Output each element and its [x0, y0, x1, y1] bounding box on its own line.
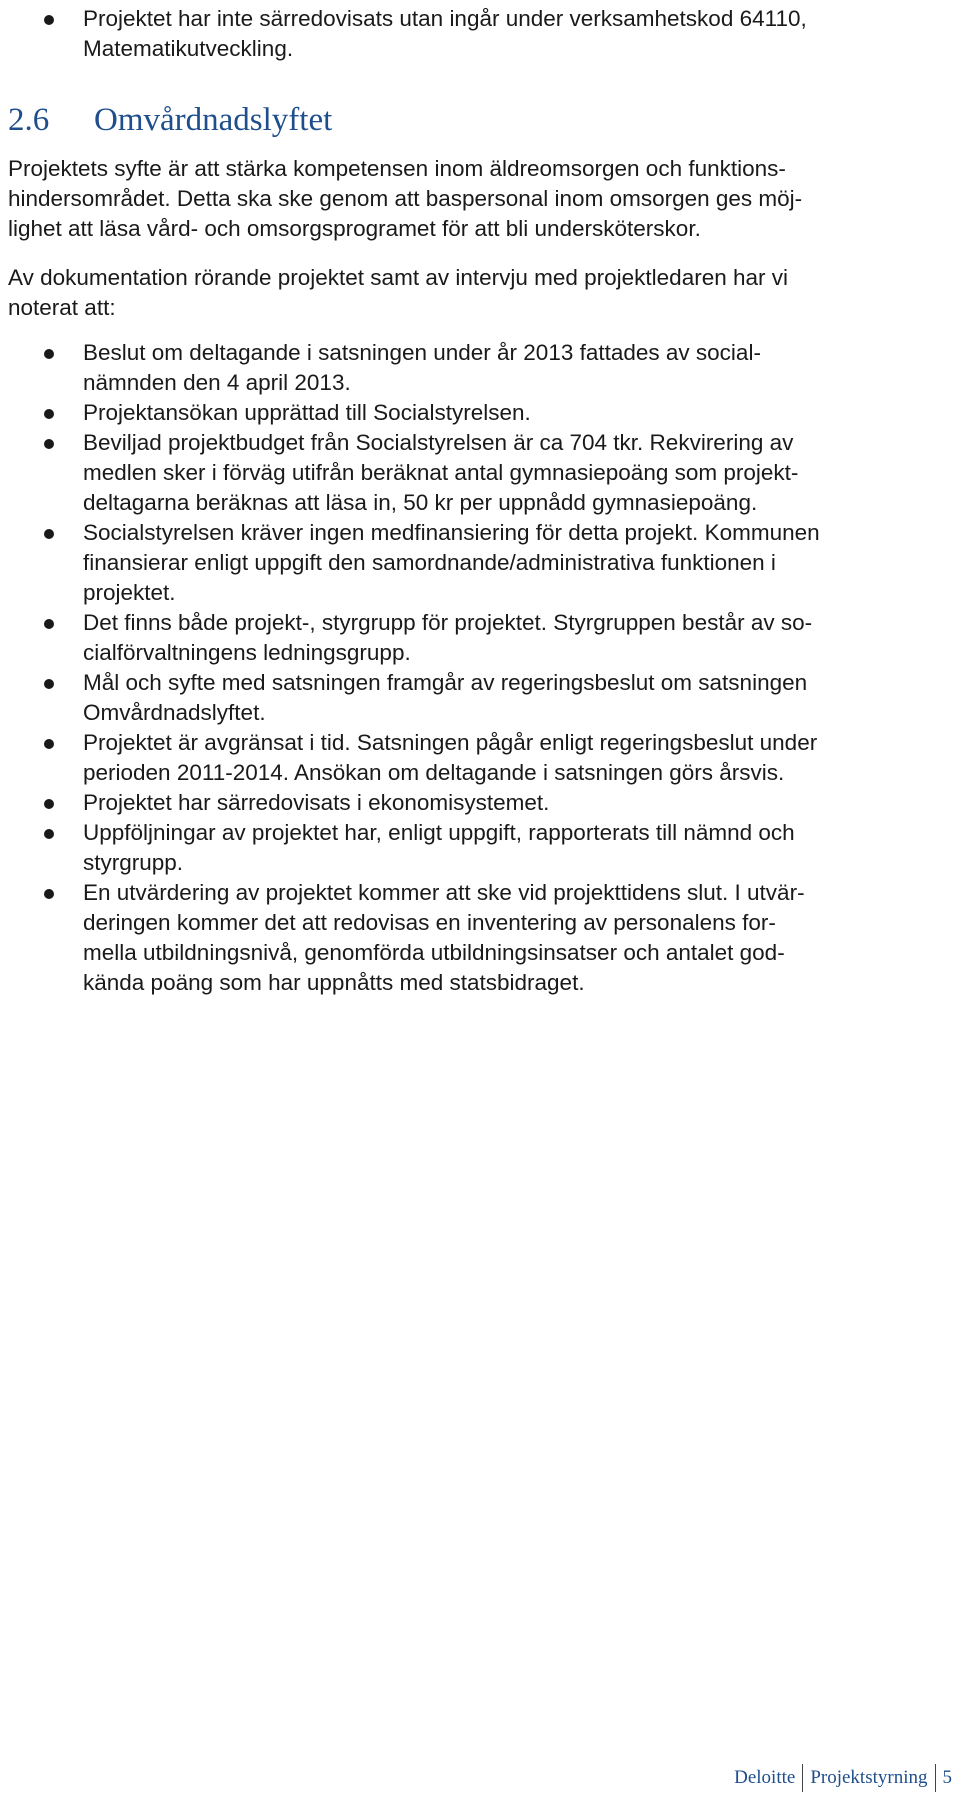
list-item-line: Projektet är avgränsat i tid. Satsningen pågår enligt regeringsbeslut under [83, 730, 818, 755]
list-item-line: Det finns både projekt-, styrgrupp för projektet. Styrgruppen består av so- [83, 610, 813, 635]
footer-divider [935, 1764, 936, 1792]
list-item [0, 728, 960, 788]
list-item-line: Socialstyrelsen kräver ingen medfinansiering för detta projekt. Kommunen [83, 520, 820, 545]
list-item [0, 428, 960, 518]
bullet-icon [44, 439, 54, 449]
list-item-line: Projektet har särredovisats i ekonomisystemet. [83, 790, 550, 815]
paragraph-line: noterat att: [8, 295, 116, 320]
list-item-line: kända poäng som har uppnåtts med statsbidraget. [83, 970, 585, 995]
footer-company: Deloitte [734, 1767, 796, 1788]
list-item-line: styrgrupp. [83, 850, 184, 875]
list-item [0, 608, 960, 668]
footer-divider [802, 1764, 803, 1792]
list-item-line: Matematikutveckling. [83, 36, 294, 61]
bullet-icon [44, 409, 54, 419]
bullet-icon [44, 739, 54, 749]
page-footer [734, 1764, 952, 1792]
bullet-icon [44, 799, 54, 809]
list-item-line: Beslut om deltagande i satsningen under år 2013 fattades av social- [83, 340, 761, 365]
section-title: Omvårdnadslyftet [94, 102, 333, 138]
findings-list [0, 338, 960, 998]
paragraph-line: hindersområdet. Detta ska ske genom att baspersonal inom omsorgen ges möj- [8, 186, 803, 211]
list-item-line: deringen kommer det att redovisas en inventering av personalens for- [83, 910, 776, 935]
list-item-line: En utvärdering av projektet kommer att ske vid projekttidens slut. I utvär- [83, 880, 805, 905]
list-item [0, 788, 960, 818]
list-item-line: cialförvaltningens ledningsgrupp. [83, 640, 411, 665]
list-item [0, 878, 960, 998]
paragraph-line: Projektets syfte är att stärka kompetensen inom äldreomsorgen och funktions- [8, 156, 786, 181]
list-item-line: finansierar enligt uppgift den samordnande/administrativa funktionen i [83, 550, 776, 575]
list-item-line: Uppföljningar av projektet har, enligt uppgift, rapporterats till nämnd och [83, 820, 795, 845]
list-item-line: projektet. [83, 580, 176, 605]
list-item-line: Projektansökan upprättad till Socialstyrelsen. [83, 400, 531, 425]
paragraph-line: lighet att läsa vård- och omsorgsprogramet för att bli undersköterskor. [8, 216, 701, 241]
footer-report-title: Projektstyrning [810, 1767, 928, 1788]
list-item [0, 398, 960, 428]
list-item [0, 338, 960, 398]
list-item [0, 518, 960, 608]
section-number: 2.6 [8, 102, 50, 138]
list-item-line: Beviljad projektbudget från Socialstyrelsen är ca 704 tkr. Rekvirering av [83, 430, 794, 455]
bullet-icon [44, 619, 54, 629]
intro-paragraph [8, 154, 953, 244]
list-item-line: Mål och syfte med satsningen framgår av regeringsbeslut om satsningen [83, 670, 808, 695]
list-item [0, 818, 960, 878]
paragraph-line: Av dokumentation rörande projektet samt av intervju med projektledaren har vi [8, 265, 788, 290]
list-item-line: deltagarna beräknas att läsa in, 50 kr per uppnådd gymnasiepoäng. [83, 490, 758, 515]
list-item-line: perioden 2011-2014. Ansökan om deltagande i satsningen görs årsvis. [83, 760, 785, 785]
page-number: 5 [942, 1767, 952, 1788]
list-item-line: Omvårdnadslyftet. [83, 700, 266, 725]
bullet-icon [44, 349, 54, 359]
bullet-icon [44, 529, 54, 539]
bullet-icon [44, 15, 54, 25]
bullet-icon [44, 829, 54, 839]
list-item [0, 4, 960, 64]
top-bullet-list [0, 4, 960, 64]
list-item [0, 668, 960, 728]
list-item-line: nämnden den 4 april 2013. [83, 370, 351, 395]
bullet-icon [44, 679, 54, 689]
list-item-line: mella utbildningsnivå, genomförda utbildningsinsatser och antalet god- [83, 940, 785, 965]
list-item-line: medlen sker i förväg utifrån beräknat antal gymnasiepoäng som projekt- [83, 460, 799, 485]
documentation-paragraph [8, 263, 953, 323]
list-item-line: Projektet har inte särredovisats utan ingår under verksamhetskod 64110, [83, 6, 807, 31]
section-heading [8, 100, 332, 140]
bullet-icon [44, 889, 54, 899]
